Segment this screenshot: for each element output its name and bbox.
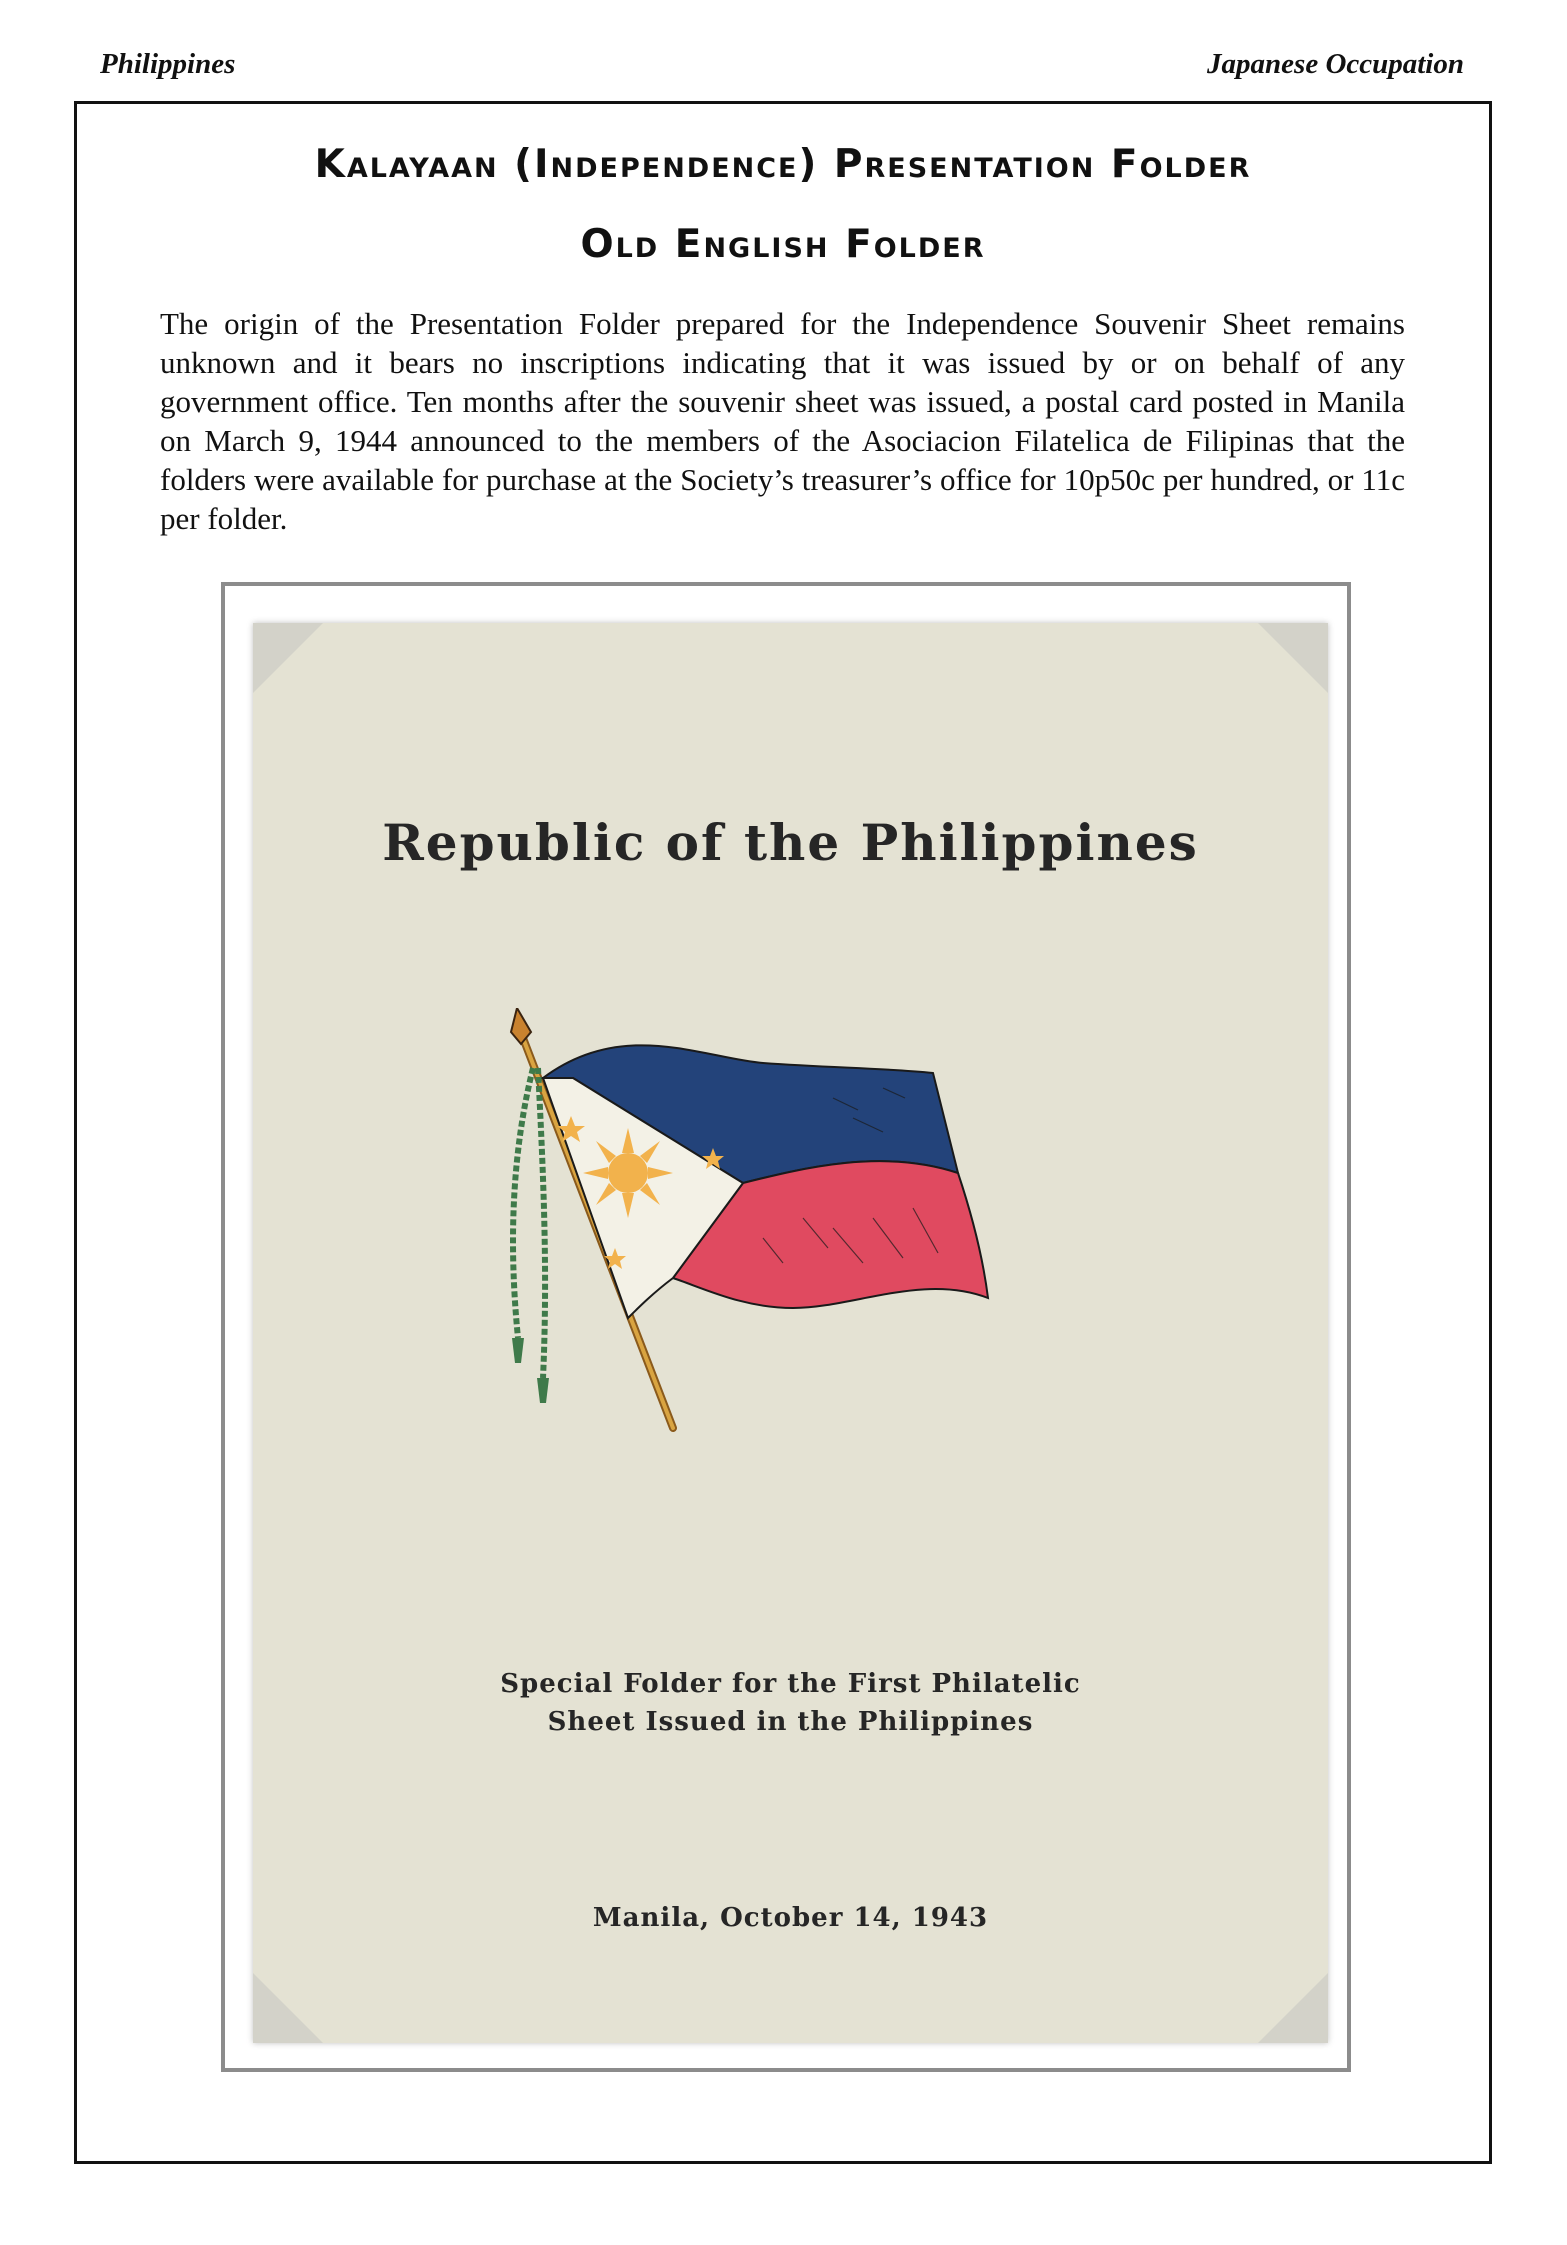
folder-display-mount	[221, 582, 1351, 2072]
page-title: Kalayaan (Independence) Presentation Folder	[314, 142, 1252, 187]
folder-caption	[253, 1665, 1328, 1741]
folder-caption-line-2: Sheet Issued in the Philippines	[547, 1707, 1034, 1737]
header-country: Philippines	[100, 48, 236, 80]
intro-paragraph: The origin of the Presentation Folder prepared for the Independence Souvenir Sheet remains unknown and it bears no inscriptions indicating that it was issued by or on behalf of any government office. Ten months after the souvenir sheet was issued, a postal card posted in Manila on March 9, 1944 announced to the members of the Asociacion Filatelica de Filipinas that the folders were available for purchase at the Society’s treasurer’s office for 10p50c per hundred, or 11c per folder.	[160, 306, 1405, 536]
mount-corner-bottom-left	[253, 1973, 323, 2043]
mount-corner-bottom-right	[1258, 1973, 1328, 2043]
mount-corner-top-left	[253, 623, 323, 693]
folder-title: Republic of the Philippines	[382, 813, 1199, 872]
mount-corner-top-right	[1258, 623, 1328, 693]
folder-caption-line-1: Special Folder for the First Philatelic	[500, 1669, 1081, 1699]
album-page-frame	[74, 101, 1492, 2164]
folder-dateline: Manila, October 14, 1943	[592, 1903, 989, 1933]
philippine-flag-icon	[503, 1008, 1023, 1448]
presentation-folder	[253, 623, 1328, 2043]
header-section: Japanese Occupation	[1207, 48, 1464, 80]
page-subtitle: Old English Folder	[580, 222, 986, 267]
